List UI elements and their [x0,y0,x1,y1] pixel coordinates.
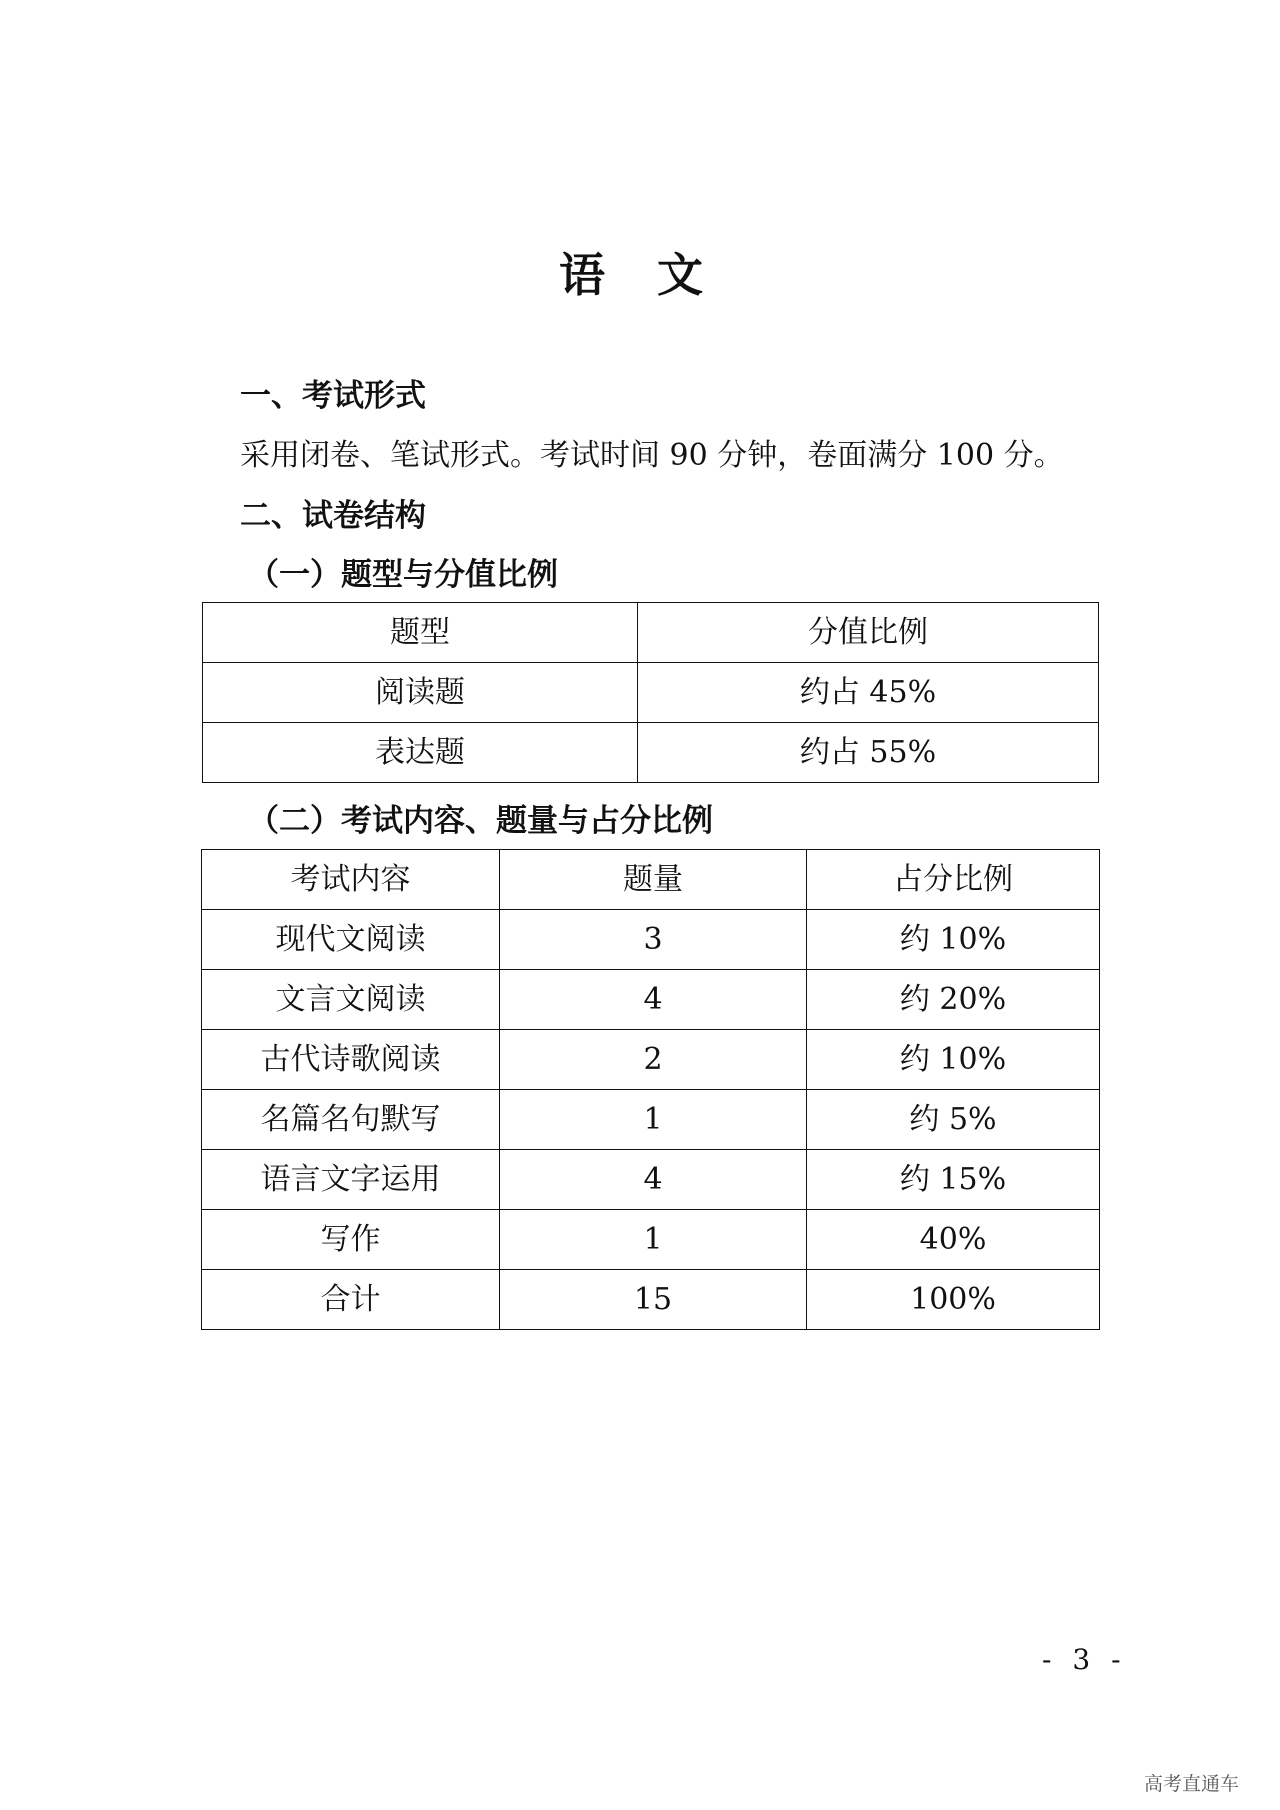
table-cell: 阅读题 [203,663,638,723]
table-cell: 3 [500,910,807,970]
table-header-row [202,850,1100,910]
subsection-heading-content: （二）考试内容、题量与占分比例 [248,803,713,839]
table-cell: 约 20% [807,970,1100,1030]
table-row [202,1150,1100,1210]
table-cell: 100% [807,1270,1100,1330]
header-cell: 分值比例 [638,603,1099,663]
section-heading-exam-format: 一、考试形式 [240,378,426,414]
table-row [203,723,1099,783]
header-cell: 考试内容 [202,850,500,910]
table-cell: 合计 [202,1270,500,1330]
table-cell: 表达题 [203,723,638,783]
subsection-heading-question-types: （一）题型与分值比例 [248,557,558,593]
table-row [202,1030,1100,1090]
table-cell: 现代文阅读 [202,910,500,970]
table-cell: 15 [500,1270,807,1330]
table-cell: 40% [807,1210,1100,1270]
table-cell: 名篇名句默写 [202,1090,500,1150]
table-cell: 约占 45% [638,663,1099,723]
table-cell: 古代诗歌阅读 [202,1030,500,1090]
table-row [202,1090,1100,1150]
table-row [203,663,1099,723]
table-cell: 1 [500,1090,807,1150]
section-heading-paper-structure: 二、试卷结构 [240,498,426,534]
watermark-text: 高考直通车 [1144,1773,1240,1795]
header-cell: 题型 [203,603,638,663]
table-cell: 约 10% [807,910,1100,970]
table-cell: 文言文阅读 [202,970,500,1030]
table-cell: 语言文字运用 [202,1150,500,1210]
table-cell: 写作 [202,1210,500,1270]
table-row [202,970,1100,1030]
table-cell: 约占 55% [638,723,1099,783]
table-cell: 4 [500,970,807,1030]
page-title: 语 文 [558,248,721,302]
table-row-total [202,1270,1100,1330]
table-cell: 约 15% [807,1150,1100,1210]
content-table [201,849,1100,1330]
table-row [202,1210,1100,1270]
table-header-row [203,603,1099,663]
table-cell: 1 [500,1210,807,1270]
header-cell: 题量 [500,850,807,910]
question-type-table [202,602,1099,783]
table-cell: 4 [500,1150,807,1210]
table-cell: 2 [500,1030,807,1090]
table-cell: 约 10% [807,1030,1100,1090]
exam-format-text: 采用闭卷、笔试形式。考试时间 90 分钟，卷面满分 100 分。 [240,438,1064,473]
table-row [202,910,1100,970]
header-cell: 占分比例 [807,850,1100,910]
table-cell: 约 5% [807,1090,1100,1150]
page-number: - 3 - [1042,1643,1127,1676]
